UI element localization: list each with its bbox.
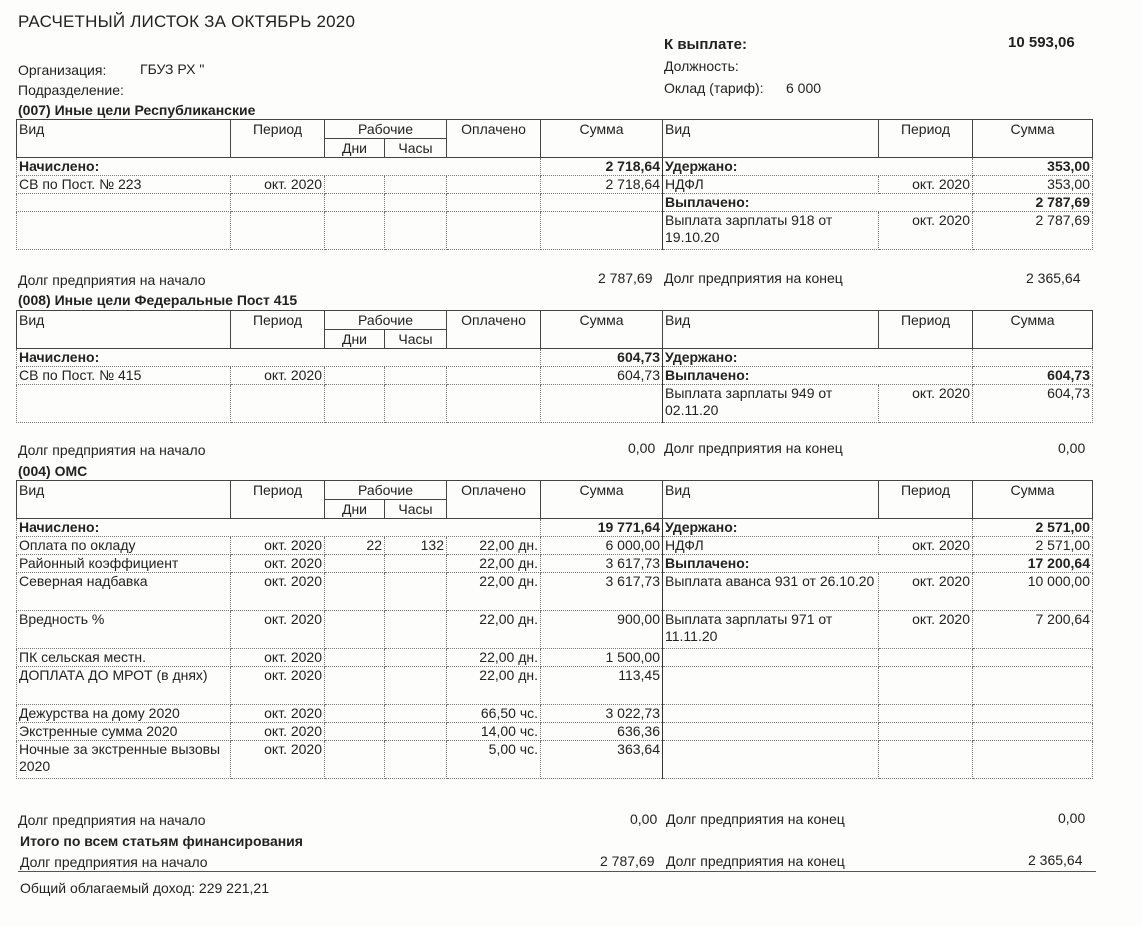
row-sum: 363,64 xyxy=(541,741,663,779)
col-sum: Сумма xyxy=(541,481,663,519)
col-vid: Вид xyxy=(17,311,231,349)
col-vid: Вид xyxy=(17,120,231,158)
row-sum: 2 718,64 xyxy=(541,176,663,194)
col-work: Рабочие xyxy=(325,120,447,139)
col-vid-right: Вид xyxy=(663,481,879,519)
row-sum: 3 617,73 xyxy=(541,573,663,611)
row-sum: 636,36 xyxy=(541,723,663,741)
table-row xyxy=(17,537,1093,555)
paid-total: 2 787,69 xyxy=(973,194,1093,212)
totals-debt-start-value: 2 787,69 xyxy=(600,853,655,869)
row-period: окт. 2020 xyxy=(231,649,325,667)
accrued-total: 19 771,64 xyxy=(541,519,663,537)
section-title: (004) ОМС xyxy=(18,463,88,479)
salary-value: 6 000 xyxy=(786,80,822,96)
debt-start-value: 0,00 xyxy=(630,811,658,827)
row-vid: Районный коэффициент xyxy=(17,555,231,573)
row-period: окт. 2020 xyxy=(231,176,325,194)
row-vid: ПК сельская местн. xyxy=(17,649,231,667)
debt-end-label: Долг предприятия на конец xyxy=(664,440,843,456)
totals-debt-start-label: Долг предприятия на начало xyxy=(20,854,208,870)
row-sum: 900,00 xyxy=(541,611,663,649)
totals-debt-end-label: Долг предприятия на конец xyxy=(666,853,845,869)
debt-end-label: Долг предприятия на конец xyxy=(664,270,843,286)
paid-label: Выплачено: xyxy=(663,555,973,573)
debt-end-value: 0,00 xyxy=(1058,810,1086,826)
position-label: Должность: xyxy=(664,58,739,74)
row-vid: СВ по Пост. № 223 xyxy=(17,176,231,194)
table-row xyxy=(17,555,1093,573)
col-days: Дни xyxy=(325,330,385,349)
row-sum: 3 022,73 xyxy=(541,705,663,723)
row-paid: 22,00 дн. xyxy=(447,649,541,667)
table-row xyxy=(17,176,1093,194)
paid-total: 17 200,64 xyxy=(973,555,1093,573)
withheld-total: 2 571,00 xyxy=(973,519,1093,537)
table-row xyxy=(17,573,1093,611)
withheld-total: 353,00 xyxy=(973,158,1093,176)
row-r-vid: Выплата зарплаты 949 от 02.11.20 xyxy=(663,385,879,423)
col-sum-right: Сумма xyxy=(973,311,1093,349)
row-period: окт. 2020 xyxy=(231,367,325,385)
table-row xyxy=(17,705,1093,723)
row-vid: ДОПЛАТА ДО МРОТ (в днях) xyxy=(17,667,231,705)
row-paid: 22,00 дн. xyxy=(447,555,541,573)
table-row xyxy=(17,611,1093,649)
table-row xyxy=(17,212,1093,250)
row-period: окт. 2020 xyxy=(231,667,325,705)
col-hours: Часы xyxy=(385,330,447,349)
paid-label: Выплачено: xyxy=(663,367,973,385)
col-period-right: Период xyxy=(879,481,973,519)
row-r-period: окт. 2020 xyxy=(879,611,973,649)
row-r-vid: Выплата зарплаты 971 от 11.11.20 xyxy=(663,611,879,649)
table-row xyxy=(17,667,1093,705)
paid-label: Выплачено: xyxy=(663,194,973,212)
row-paid: 22,00 дн. xyxy=(447,667,541,705)
withheld-total xyxy=(973,349,1093,367)
table-row xyxy=(17,385,1093,423)
col-period: Период xyxy=(231,481,325,519)
row-r-vid: НДФЛ xyxy=(663,537,879,555)
col-period-right: Период xyxy=(879,311,973,349)
row-paid: 22,00 дн. xyxy=(447,573,541,611)
row-days: 22 xyxy=(325,537,385,555)
row-vid: Ночные за экстренные вызовы 2020 xyxy=(17,741,231,779)
row-period: окт. 2020 xyxy=(231,537,325,555)
debt-start-label: Долг предприятия на начало xyxy=(18,442,206,458)
row-paid: 22,00 дн. xyxy=(447,537,541,555)
table-row xyxy=(17,194,1093,212)
accrued-label: Начислено: xyxy=(17,158,541,176)
row-sum: 3 617,73 xyxy=(541,555,663,573)
withheld-label: Удержано: xyxy=(663,158,973,176)
accrued-total: 604,73 xyxy=(541,349,663,367)
totals-divider xyxy=(18,871,1096,872)
debt-start-value: 0,00 xyxy=(628,440,656,456)
row-paid: 5,00 чс. xyxy=(447,741,541,779)
col-period: Период xyxy=(231,120,325,158)
col-hours: Часы xyxy=(385,139,447,158)
col-paid: Оплачено xyxy=(447,120,541,158)
taxable-income: Общий облагаемый доход: 229 221,21 xyxy=(20,880,269,896)
table-row xyxy=(17,649,1093,667)
row-period: окт. 2020 xyxy=(231,611,325,649)
row-sum: 113,45 xyxy=(541,667,663,705)
withheld-label: Удержано: xyxy=(663,349,973,367)
row-r-sum: 10 000,00 xyxy=(973,573,1093,611)
col-vid-right: Вид xyxy=(663,120,879,158)
col-period-right: Период xyxy=(879,120,973,158)
row-vid: Экстренные сумма 2020 xyxy=(17,723,231,741)
row-period: окт. 2020 xyxy=(231,723,325,741)
row-r-sum: 604,73 xyxy=(973,385,1093,423)
row-paid: 14,00 чс. xyxy=(447,723,541,741)
debt-end-value: 2 365,64 xyxy=(1026,270,1081,286)
debt-start-label: Долг предприятия на начало xyxy=(18,272,206,288)
col-paid: Оплачено xyxy=(447,311,541,349)
col-work: Рабочие xyxy=(325,481,447,500)
row-period: окт. 2020 xyxy=(231,741,325,779)
section-table-008 xyxy=(16,310,1093,423)
row-period: окт. 2020 xyxy=(231,573,325,611)
accrued-total: 2 718,64 xyxy=(541,158,663,176)
col-hours: Часы xyxy=(385,500,447,519)
row-r-period: окт. 2020 xyxy=(879,176,973,194)
accrued-label: Начислено: xyxy=(17,349,541,367)
section-table-004 xyxy=(16,480,1093,779)
row-paid: 66,50 чс. xyxy=(447,705,541,723)
org-label: Организация: xyxy=(18,62,107,78)
org-value: ГБУЗ РХ " xyxy=(140,61,205,77)
salary-label: Оклад (тариф): xyxy=(664,80,764,96)
col-days: Дни xyxy=(325,139,385,158)
col-vid-right: Вид xyxy=(663,311,879,349)
row-period: окт. 2020 xyxy=(231,555,325,573)
row-vid: Северная надбавка xyxy=(17,573,231,611)
row-vid: Дежурства на дому 2020 xyxy=(17,705,231,723)
section-title: (007) Иные цели Республиканские xyxy=(18,102,256,118)
table-row xyxy=(17,367,1093,385)
totals-title: Итого по всем статьям финансирования xyxy=(20,833,303,849)
col-work: Рабочие xyxy=(325,311,447,330)
col-sum: Сумма xyxy=(541,120,663,158)
col-sum-right: Сумма xyxy=(973,120,1093,158)
row-r-period: окт. 2020 xyxy=(879,537,973,555)
col-sum-right: Сумма xyxy=(973,481,1093,519)
row-sum: 1 500,00 xyxy=(541,649,663,667)
row-r-period: окт. 2020 xyxy=(879,573,973,611)
debt-end-label: Долг предприятия на конец xyxy=(666,811,845,827)
page-title: РАСЧЕТНЫЙ ЛИСТОК ЗА ОКТЯБРЬ 2020 xyxy=(18,12,356,31)
debt-end-value: 0,00 xyxy=(1058,440,1086,456)
row-sum: 604,73 xyxy=(541,367,663,385)
row-vid: Оплата по окладу xyxy=(17,537,231,555)
col-period: Период xyxy=(231,311,325,349)
withheld-label: Удержано: xyxy=(663,519,973,537)
section-title: (008) Иные цели Федеральные Пост 415 xyxy=(18,292,298,308)
paid-total: 604,73 xyxy=(973,367,1093,385)
row-vid: Вредность % xyxy=(17,611,231,649)
row-period: окт. 2020 xyxy=(231,705,325,723)
row-paid: 22,00 дн. xyxy=(447,611,541,649)
col-vid: Вид xyxy=(17,481,231,519)
col-paid: Оплачено xyxy=(447,481,541,519)
pay-amount: 10 593,06 xyxy=(1008,34,1075,51)
section-table-007 xyxy=(16,119,1093,250)
table-row xyxy=(17,741,1093,779)
row-r-sum: 2 787,69 xyxy=(973,212,1093,250)
row-r-sum: 353,00 xyxy=(973,176,1093,194)
row-r-vid: НДФЛ xyxy=(663,176,879,194)
totals-debt-end-value: 2 365,64 xyxy=(1028,852,1083,868)
dept-label: Подразделение: xyxy=(18,82,124,98)
row-vid: СВ по Пост. № 415 xyxy=(17,367,231,385)
row-hours: 132 xyxy=(385,537,447,555)
debt-start-label: Долг предприятия на начало xyxy=(18,812,206,828)
row-r-vid: Выплата зарплаты 918 от 19.10.20 xyxy=(663,212,879,250)
accrued-label: Начислено: xyxy=(17,519,541,537)
col-sum: Сумма xyxy=(541,311,663,349)
row-r-sum: 2 571,00 xyxy=(973,537,1093,555)
pay-label: К выплате: xyxy=(664,36,747,53)
table-row xyxy=(17,723,1093,741)
col-days: Дни xyxy=(325,500,385,519)
row-r-period: окт. 2020 xyxy=(879,212,973,250)
row-r-vid: Выплата аванса 931 от 26.10.20 xyxy=(663,573,879,611)
row-r-period: окт. 2020 xyxy=(879,385,973,423)
row-r-sum: 7 200,64 xyxy=(973,611,1093,649)
row-sum: 6 000,00 xyxy=(541,537,663,555)
debt-start-value: 2 787,69 xyxy=(598,270,653,286)
